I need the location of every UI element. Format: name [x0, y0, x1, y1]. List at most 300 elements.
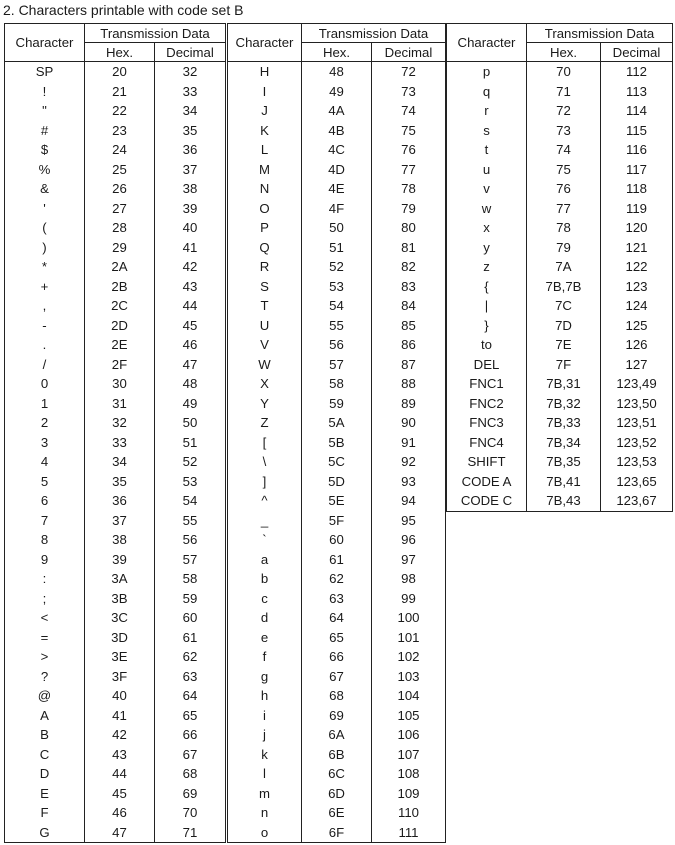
character-cell: 1 [5, 394, 85, 414]
hex-cell: 47 [85, 823, 155, 843]
character-cell: e [228, 628, 302, 648]
hex-cell: 34 [85, 452, 155, 472]
decimal-cell: 45 [155, 316, 226, 336]
hex-cell: 66 [302, 647, 372, 667]
character-cell: Z [228, 413, 302, 433]
character-cell: T [228, 296, 302, 316]
character-cell: r [447, 101, 527, 121]
decimal-cell: 54 [155, 491, 226, 511]
decimal-cell: 63 [155, 667, 226, 687]
table-row [5, 784, 226, 804]
table-row [228, 803, 446, 823]
hex-cell: 3F [85, 667, 155, 687]
table-row [5, 277, 226, 297]
hex-cell: 68 [302, 686, 372, 706]
table-row [5, 374, 226, 394]
decimal-cell: 73 [372, 82, 446, 102]
character-cell: A [5, 706, 85, 726]
table-row [447, 296, 673, 316]
character-cell: > [5, 647, 85, 667]
hex-cell: 3C [85, 608, 155, 628]
hex-cell: 4C [302, 140, 372, 160]
decimal-cell: 50 [155, 413, 226, 433]
hex-cell: 43 [85, 745, 155, 765]
decimal-cell: 122 [601, 257, 673, 277]
hex-cell: 2A [85, 257, 155, 277]
hex-cell: 78 [527, 218, 601, 238]
hex-cell: 7F [527, 355, 601, 375]
table-row [447, 316, 673, 336]
character-cell: @ [5, 686, 85, 706]
character-cell: { [447, 277, 527, 297]
table-row [228, 355, 446, 375]
character-cell: N [228, 179, 302, 199]
table-row [447, 121, 673, 141]
character-cell: t [447, 140, 527, 160]
table-row [5, 530, 226, 550]
character-header: Character [447, 24, 527, 62]
decimal-cell: 80 [372, 218, 446, 238]
table-row [447, 179, 673, 199]
decimal-cell: 68 [155, 764, 226, 784]
table-row [228, 472, 446, 492]
table-row [5, 140, 226, 160]
table-row [447, 452, 673, 472]
character-cell: ^ [228, 491, 302, 511]
hex-cell: 2F [85, 355, 155, 375]
character-cell: h [228, 686, 302, 706]
page-title: 2. Characters printable with code set B [3, 2, 244, 18]
table-row [228, 569, 446, 589]
character-cell: % [5, 160, 85, 180]
table-row [5, 589, 226, 609]
decimal-cell: 87 [372, 355, 446, 375]
table-row [228, 101, 446, 121]
decimal-cell: 123 [601, 277, 673, 297]
hex-cell: 52 [302, 257, 372, 277]
hex-cell: 21 [85, 82, 155, 102]
decimal-cell: 66 [155, 725, 226, 745]
table-row [5, 218, 226, 238]
table-row [447, 335, 673, 355]
character-cell: FNC4 [447, 433, 527, 453]
character-cell: i [228, 706, 302, 726]
decimal-cell: 118 [601, 179, 673, 199]
character-cell: M [228, 160, 302, 180]
hex-cell: 4A [302, 101, 372, 121]
decimal-cell: 123,53 [601, 452, 673, 472]
table-row [228, 745, 446, 765]
hex-cell: 7B,43 [527, 491, 601, 511]
decimal-cell: 98 [372, 569, 446, 589]
decimal-cell: 37 [155, 160, 226, 180]
decimal-cell: 112 [601, 62, 673, 82]
character-cell: | [447, 296, 527, 316]
character-cell: w [447, 199, 527, 219]
character-cell: / [5, 355, 85, 375]
character-cell: - [5, 316, 85, 336]
character-cell: o [228, 823, 302, 843]
character-cell: J [228, 101, 302, 121]
decimal-cell: 106 [372, 725, 446, 745]
table-row [228, 628, 446, 648]
hex-header: Hex. [527, 43, 601, 62]
decimal-cell: 86 [372, 335, 446, 355]
hex-cell: 72 [527, 101, 601, 121]
hex-cell: 36 [85, 491, 155, 511]
hex-cell: 3B [85, 589, 155, 609]
table-row [5, 199, 226, 219]
hex-cell: 6B [302, 745, 372, 765]
hex-cell: 37 [85, 511, 155, 531]
decimal-cell: 83 [372, 277, 446, 297]
hex-cell: 49 [302, 82, 372, 102]
hex-cell: 40 [85, 686, 155, 706]
decimal-cell: 34 [155, 101, 226, 121]
hex-cell: 7B,34 [527, 433, 601, 453]
table-row [5, 608, 226, 628]
transmission-header: Transmission Data [527, 24, 673, 43]
hex-cell: 5A [302, 413, 372, 433]
table-row [5, 62, 226, 82]
decimal-cell: 61 [155, 628, 226, 648]
table-row [228, 511, 446, 531]
table-row [5, 335, 226, 355]
table-row [5, 121, 226, 141]
character-cell: z [447, 257, 527, 277]
hex-cell: 20 [85, 62, 155, 82]
decimal-cell: 51 [155, 433, 226, 453]
character-cell: Q [228, 238, 302, 258]
table-body [228, 62, 446, 843]
hex-cell: 4B [302, 121, 372, 141]
table-row [228, 394, 446, 414]
hex-cell: 65 [302, 628, 372, 648]
character-cell: v [447, 179, 527, 199]
decimal-header: Decimal [372, 43, 446, 62]
decimal-cell: 49 [155, 394, 226, 414]
decimal-cell: 92 [372, 452, 446, 472]
hex-cell: 32 [85, 413, 155, 433]
character-cell: k [228, 745, 302, 765]
hex-cell: 54 [302, 296, 372, 316]
character-cell: 2 [5, 413, 85, 433]
hex-cell: 5B [302, 433, 372, 453]
character-cell: [ [228, 433, 302, 453]
hex-cell: 7C [527, 296, 601, 316]
table-row [228, 667, 446, 687]
hex-cell: 4E [302, 179, 372, 199]
decimal-cell: 76 [372, 140, 446, 160]
decimal-cell: 91 [372, 433, 446, 453]
character-cell: ` [228, 530, 302, 550]
hex-cell: 46 [85, 803, 155, 823]
character-cell: S [228, 277, 302, 297]
table-row [5, 569, 226, 589]
table-row [5, 238, 226, 258]
table-row [5, 686, 226, 706]
character-cell: SP [5, 62, 85, 82]
character-cell: g [228, 667, 302, 687]
hex-cell: 7B,41 [527, 472, 601, 492]
decimal-cell: 57 [155, 550, 226, 570]
hex-cell: 7B,31 [527, 374, 601, 394]
table-row [5, 803, 226, 823]
table-row [5, 413, 226, 433]
decimal-cell: 40 [155, 218, 226, 238]
decimal-cell: 82 [372, 257, 446, 277]
table-row [5, 101, 226, 121]
table-row [228, 179, 446, 199]
decimal-cell: 120 [601, 218, 673, 238]
hex-cell: 38 [85, 530, 155, 550]
hex-cell: 23 [85, 121, 155, 141]
table-row [5, 550, 226, 570]
hex-cell: 27 [85, 199, 155, 219]
hex-cell: 61 [302, 550, 372, 570]
decimal-cell: 100 [372, 608, 446, 628]
table-row [228, 335, 446, 355]
decimal-cell: 69 [155, 784, 226, 804]
hex-cell: 28 [85, 218, 155, 238]
hex-header: Hex. [302, 43, 372, 62]
hex-cell: 7E [527, 335, 601, 355]
character-cell: to [447, 335, 527, 355]
hex-cell: 6F [302, 823, 372, 843]
decimal-cell: 105 [372, 706, 446, 726]
table-row [447, 472, 673, 492]
character-cell: I [228, 82, 302, 102]
decimal-cell: 99 [372, 589, 446, 609]
character-cell: * [5, 257, 85, 277]
table-row [5, 628, 226, 648]
decimal-cell: 121 [601, 238, 673, 258]
character-cell: y [447, 238, 527, 258]
hex-cell: 5C [302, 452, 372, 472]
character-cell: x [447, 218, 527, 238]
decimal-cell: 41 [155, 238, 226, 258]
hex-cell: 26 [85, 179, 155, 199]
hex-cell: 30 [85, 374, 155, 394]
decimal-cell: 70 [155, 803, 226, 823]
decimal-cell: 101 [372, 628, 446, 648]
decimal-cell: 95 [372, 511, 446, 531]
character-cell: $ [5, 140, 85, 160]
hex-cell: 42 [85, 725, 155, 745]
hex-cell: 50 [302, 218, 372, 238]
decimal-cell: 56 [155, 530, 226, 550]
table-row [5, 394, 226, 414]
character-cell: u [447, 160, 527, 180]
decimal-cell: 77 [372, 160, 446, 180]
decimal-header: Decimal [601, 43, 673, 62]
character-cell: L [228, 140, 302, 160]
decimal-cell: 78 [372, 179, 446, 199]
character-cell: , [5, 296, 85, 316]
decimal-cell: 60 [155, 608, 226, 628]
character-cell: ! [5, 82, 85, 102]
decimal-cell: 90 [372, 413, 446, 433]
decimal-cell: 110 [372, 803, 446, 823]
decimal-cell: 48 [155, 374, 226, 394]
decimal-cell: 111 [372, 823, 446, 843]
character-cell: l [228, 764, 302, 784]
decimal-cell: 36 [155, 140, 226, 160]
table-row [228, 316, 446, 336]
decimal-cell: 55 [155, 511, 226, 531]
character-cell: K [228, 121, 302, 141]
hex-cell: 3D [85, 628, 155, 648]
hex-cell: 5D [302, 472, 372, 492]
decimal-cell: 46 [155, 335, 226, 355]
table-row [5, 647, 226, 667]
character-cell: ? [5, 667, 85, 687]
hex-cell: 41 [85, 706, 155, 726]
decimal-cell: 127 [601, 355, 673, 375]
table-row [228, 589, 446, 609]
table-row [447, 101, 673, 121]
decimal-cell: 125 [601, 316, 673, 336]
decimal-cell: 89 [372, 394, 446, 414]
hex-cell: 76 [527, 179, 601, 199]
decimal-cell: 64 [155, 686, 226, 706]
decimal-cell: 104 [372, 686, 446, 706]
table-row [228, 238, 446, 258]
table-row [228, 277, 446, 297]
character-cell: ] [228, 472, 302, 492]
decimal-cell: 79 [372, 199, 446, 219]
table-row [5, 433, 226, 453]
hex-cell: 5E [302, 491, 372, 511]
hex-cell: 77 [527, 199, 601, 219]
hex-cell: 3A [85, 569, 155, 589]
character-cell: FNC1 [447, 374, 527, 394]
hex-cell: 4F [302, 199, 372, 219]
character-cell: p [447, 62, 527, 82]
character-cell: } [447, 316, 527, 336]
character-cell: Y [228, 394, 302, 414]
table-row [5, 706, 226, 726]
hex-cell: 69 [302, 706, 372, 726]
decimal-cell: 123,67 [601, 491, 673, 511]
character-cell: a [228, 550, 302, 570]
code-table-3 [446, 23, 673, 512]
hex-cell: 24 [85, 140, 155, 160]
code-table-2 [227, 23, 446, 843]
decimal-cell: 84 [372, 296, 446, 316]
table-row [228, 199, 446, 219]
hex-cell: 29 [85, 238, 155, 258]
character-cell: G [5, 823, 85, 843]
decimal-cell: 43 [155, 277, 226, 297]
table-row [228, 374, 446, 394]
decimal-cell: 72 [372, 62, 446, 82]
character-cell: 8 [5, 530, 85, 550]
table-row [5, 472, 226, 492]
transmission-header: Transmission Data [85, 24, 226, 43]
hex-cell: 55 [302, 316, 372, 336]
table-row [228, 82, 446, 102]
character-cell: & [5, 179, 85, 199]
character-cell: c [228, 589, 302, 609]
decimal-cell: 52 [155, 452, 226, 472]
decimal-cell: 93 [372, 472, 446, 492]
hex-cell: 35 [85, 472, 155, 492]
table-row [5, 179, 226, 199]
table-row [228, 686, 446, 706]
hex-cell: 7B,32 [527, 394, 601, 414]
decimal-cell: 114 [601, 101, 673, 121]
table-row [228, 140, 446, 160]
hex-cell: 6C [302, 764, 372, 784]
hex-cell: 71 [527, 82, 601, 102]
table-row [228, 823, 446, 843]
table-row [447, 355, 673, 375]
table-row [228, 784, 446, 804]
character-cell: F [5, 803, 85, 823]
character-cell: ) [5, 238, 85, 258]
character-cell: ' [5, 199, 85, 219]
character-cell: U [228, 316, 302, 336]
decimal-cell: 88 [372, 374, 446, 394]
decimal-cell: 75 [372, 121, 446, 141]
table-row [228, 550, 446, 570]
table-row [5, 82, 226, 102]
decimal-cell: 109 [372, 784, 446, 804]
decimal-cell: 103 [372, 667, 446, 687]
hex-cell: 22 [85, 101, 155, 121]
decimal-cell: 116 [601, 140, 673, 160]
character-cell: < [5, 608, 85, 628]
character-cell: FNC2 [447, 394, 527, 414]
decimal-cell: 81 [372, 238, 446, 258]
decimal-cell: 123,65 [601, 472, 673, 492]
hex-cell: 33 [85, 433, 155, 453]
hex-cell: 51 [302, 238, 372, 258]
table-row [5, 725, 226, 745]
hex-cell: 59 [302, 394, 372, 414]
decimal-cell: 126 [601, 335, 673, 355]
decimal-cell: 119 [601, 199, 673, 219]
hex-header: Hex. [85, 43, 155, 62]
decimal-cell: 67 [155, 745, 226, 765]
character-cell: ; [5, 589, 85, 609]
decimal-cell: 59 [155, 589, 226, 609]
character-cell: m [228, 784, 302, 804]
table-row [228, 62, 446, 82]
decimal-cell: 123,52 [601, 433, 673, 453]
character-cell: _ [228, 511, 302, 531]
character-cell: 9 [5, 550, 85, 570]
hex-cell: 70 [527, 62, 601, 82]
hex-cell: 2C [85, 296, 155, 316]
character-cell: H [228, 62, 302, 82]
character-cell: D [5, 764, 85, 784]
table-row [447, 257, 673, 277]
table-row [228, 452, 446, 472]
hex-cell: 53 [302, 277, 372, 297]
hex-cell: 63 [302, 589, 372, 609]
decimal-cell: 65 [155, 706, 226, 726]
decimal-cell: 35 [155, 121, 226, 141]
code-table-1 [4, 23, 226, 843]
decimal-cell: 74 [372, 101, 446, 121]
hex-cell: 7B,35 [527, 452, 601, 472]
hex-cell: 2D [85, 316, 155, 336]
decimal-cell: 115 [601, 121, 673, 141]
table-row [447, 413, 673, 433]
character-cell: V [228, 335, 302, 355]
